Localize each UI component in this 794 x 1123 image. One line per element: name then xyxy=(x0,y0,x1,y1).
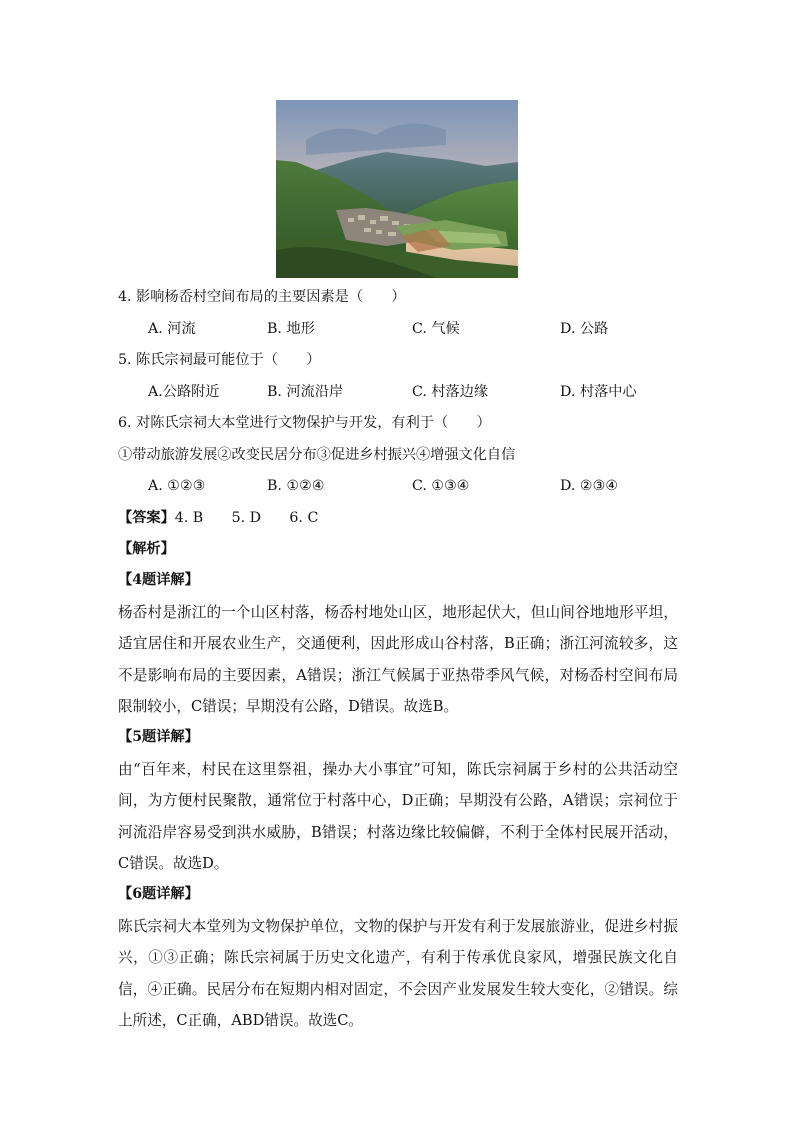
landscape-photo-icon xyxy=(276,100,518,278)
detail-6-body: 陈氏宗祠大本堂列为文物保护单位，文物的保护与开发有利于发展旅游业，促进乡村振兴，①③正确；陈氏宗祠属于历史文化遗产，有利于传承优良家风，增强民族文化自信，④正确。民居分布在短期内相对固定，不会因产业发展发生较大变化，②错误。综上所述，C正确，ABD错误。故选C。 xyxy=(118,918,678,1030)
question-4-option-d: D. 公路 xyxy=(560,321,609,337)
analysis-label: 【解析】 xyxy=(118,541,175,557)
question-5-stem: 5. 陈氏宗祠最可能位于（ ） xyxy=(118,352,321,368)
detail-5-heading: 【5题详解】 xyxy=(118,729,199,745)
question-5-option-b: B. 河流沿岸 xyxy=(267,384,344,400)
question-6-option-d: D. ②③④ xyxy=(560,478,619,494)
question-5-option-c: C. 村落边缘 xyxy=(412,384,489,400)
detail-6-heading: 【6题详解】 xyxy=(118,886,199,902)
question-4-stem: 4. 影响杨岙村空间布局的主要因素是（ ） xyxy=(118,289,406,305)
question-4-option-a: A. 河流 xyxy=(148,321,196,337)
question-5-option-a: A.公路附近 xyxy=(148,384,220,400)
question-6-option-b: B. ①②④ xyxy=(267,478,325,494)
question-5-option-d: D. 村落中心 xyxy=(560,384,637,400)
question-4-option-b: B. 地形 xyxy=(267,321,315,337)
question-6-statements: ①带动旅游发展②改变民居分布③促进乡村振兴④增强文化自信 xyxy=(118,447,516,463)
answer-line xyxy=(118,508,318,528)
detail-4-body: 杨岙村是浙江的一个山区村落，杨岙村地处山区，地形起伏大，但山间谷地地形平坦，适宜居住和开展农业生产，交通便利，因此形成山谷村落，B正确；浙江河流较多，这不是影响布局的主要因素，A错误；浙江气候属于亚热带季风气候，对杨岙村空间布局限制较小，C错误；早期没有公路，D错误。故选B。 xyxy=(118,604,678,716)
answer-text: 4. B 5. D 6. C xyxy=(174,510,319,526)
question-6-option-a: A. ①②③ xyxy=(148,478,206,494)
answer-label: 【答案】 xyxy=(118,510,175,526)
question-6-option-c: C. ①③④ xyxy=(412,478,470,494)
detail-5-body: 由“百年来，村民在这里祭祖，操办大小事宜”可知，陈氏宗祠属于乡村的公共活动空间，为方便村民聚散，通常位于村落中心，D正确；早期没有公路，A错误；宗祠位于河流沿岸容易受到洪水威胁，B错误；村落边缘比较偏僻，不利于全体村民展开活动，C错误。故选D。 xyxy=(118,761,678,873)
village-landscape-photo xyxy=(276,100,518,278)
detail-4-heading: 【4题详解】 xyxy=(118,572,199,588)
question-6-stem: 6. 对陈氏宗祠大本堂进行文物保护与开发，有利于（ ） xyxy=(118,415,491,431)
question-4-option-c: C. 气候 xyxy=(412,321,460,337)
